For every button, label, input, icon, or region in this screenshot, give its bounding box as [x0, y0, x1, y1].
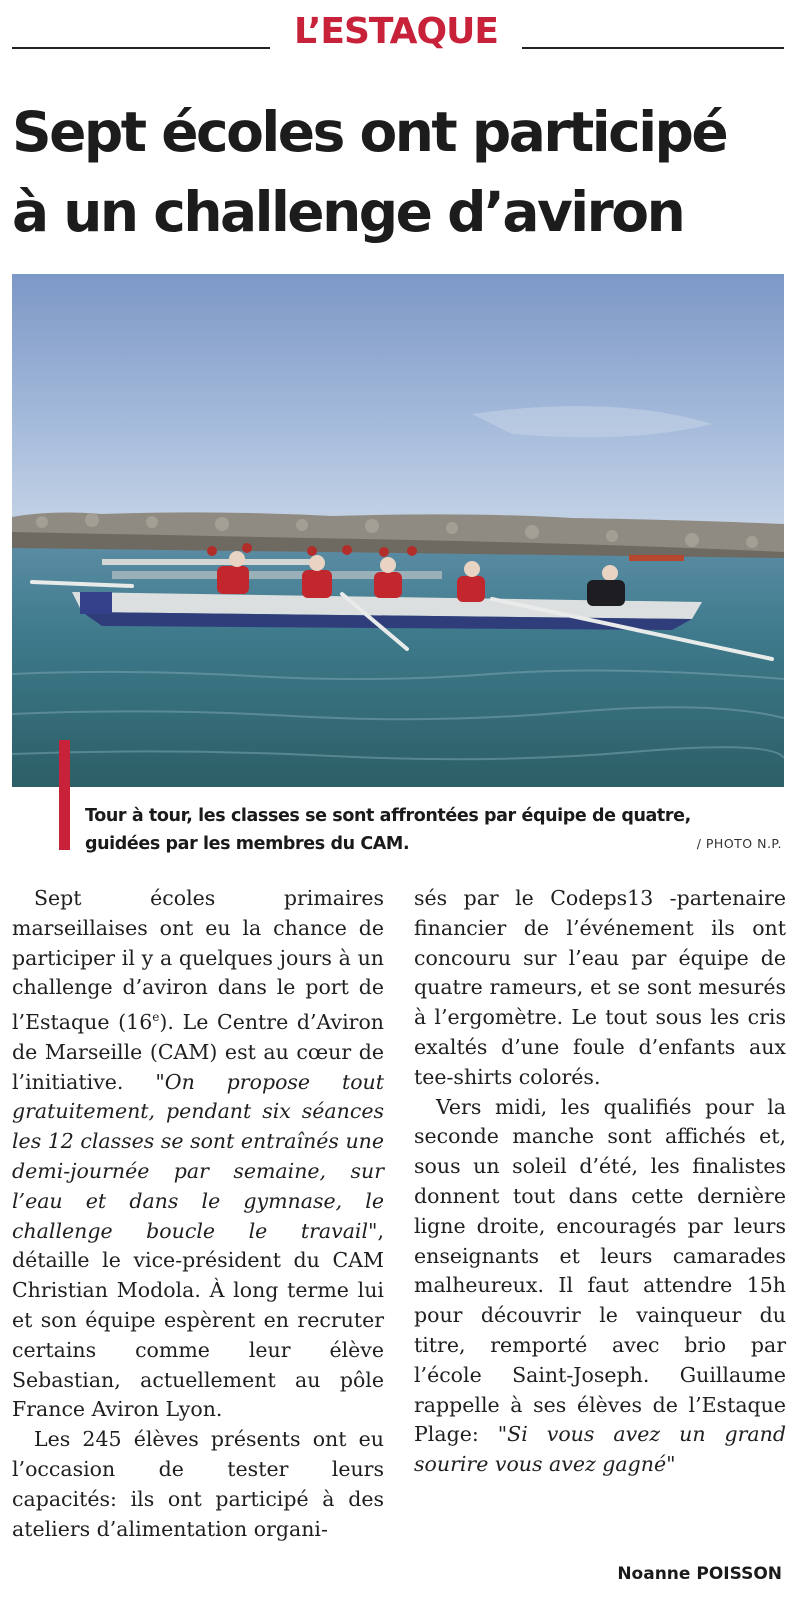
- rowing-boat-photo: [12, 274, 784, 787]
- ordinal-suffix: e: [152, 1010, 160, 1025]
- rubric-rule-right: [522, 47, 784, 49]
- paragraph-1: [12, 884, 384, 1425]
- paragraph-3-text-b: ": [666, 1452, 676, 1477]
- section-label: L’ESTAQUE: [294, 11, 498, 52]
- headline-line-2: à un challenge d’aviron: [12, 180, 684, 244]
- paragraph-3-text-a: Vers midi, les qualifiés pour la seconde manche sont affichés et, sous un soleil d’été, les finalistes donnent tout dans cette dernière ligne droite, encouragés par leurs enseignants et leurs camarades malheureux. Il faut attendre 15h pour découvrir le vainqueur du titre, remporté avec brio par l’école Saint-Joseph. Guillaume rappelle à ses élèves de l’Estaque Plage: ": [414, 1094, 786, 1447]
- paragraph-1-text-a: Sept écoles primaires marseillaises ont eu la chance de participer il y a quelques jours à un challenge d’aviron dans le port de l’Estaque (16: [12, 886, 384, 1035]
- caption-line-2: guidées par les membres du CAM.: [85, 834, 410, 854]
- paragraph-3: [414, 1093, 786, 1480]
- headline: [12, 92, 787, 252]
- article-photo: [12, 274, 784, 787]
- article-column-left: [12, 884, 384, 1544]
- paragraph-2: Les 245 élèves présents ont eu l’occasion de tester leurs capacités: ils ont participé à des ateliers d’alimentation organi-: [12, 1427, 384, 1541]
- paragraph-2-continued: sés par le Codeps13 -partenaire financier de l’événement ils ont concouru sur l’eau par équipe de quatre rameurs, et se sont mesurés à l’ergomètre. Le tout sous les cris exaltés d’une foule d’enfants aux tee-shirts colorés.: [414, 886, 786, 1089]
- caption-accent-bar: [59, 740, 70, 850]
- paragraph-1-text-b: ). Le Centre d’Aviron de Marseille (CAM) est au cœur de l’initiative. ": [12, 1010, 385, 1094]
- author-signature: Noanne POISSON: [617, 1564, 782, 1584]
- headline-line-1: Sept écoles ont participé: [12, 100, 727, 164]
- photo-caption: [85, 802, 785, 858]
- rubric-rule-left: [12, 47, 270, 49]
- photo-credit: / PHOTO N.P.: [696, 836, 782, 851]
- quote-guillaume: Si vous avez un grand sourire vous avez gagné: [414, 1422, 786, 1477]
- caption-line-1: Tour à tour, les classes se sont affrontées par équipe de quatre,: [85, 806, 691, 826]
- paragraph-1-text-c: ", détaille le vice-président du CAM Christian Modola. À long terme lui et son équipe espèrent en recruter certains comme leur élève Sebastian, actuellement au pôle France Aviron Lyon.: [12, 1218, 384, 1422]
- article-column-right: [414, 884, 786, 1480]
- section-rubric: [0, 12, 796, 52]
- quote-modola: On propose tout gratuitement, pendant six séances les 12 classes se sont entraînés une demi-journée par semaine, sur l’eau et dans le gymnase, le challenge boucle le travail: [12, 1069, 384, 1243]
